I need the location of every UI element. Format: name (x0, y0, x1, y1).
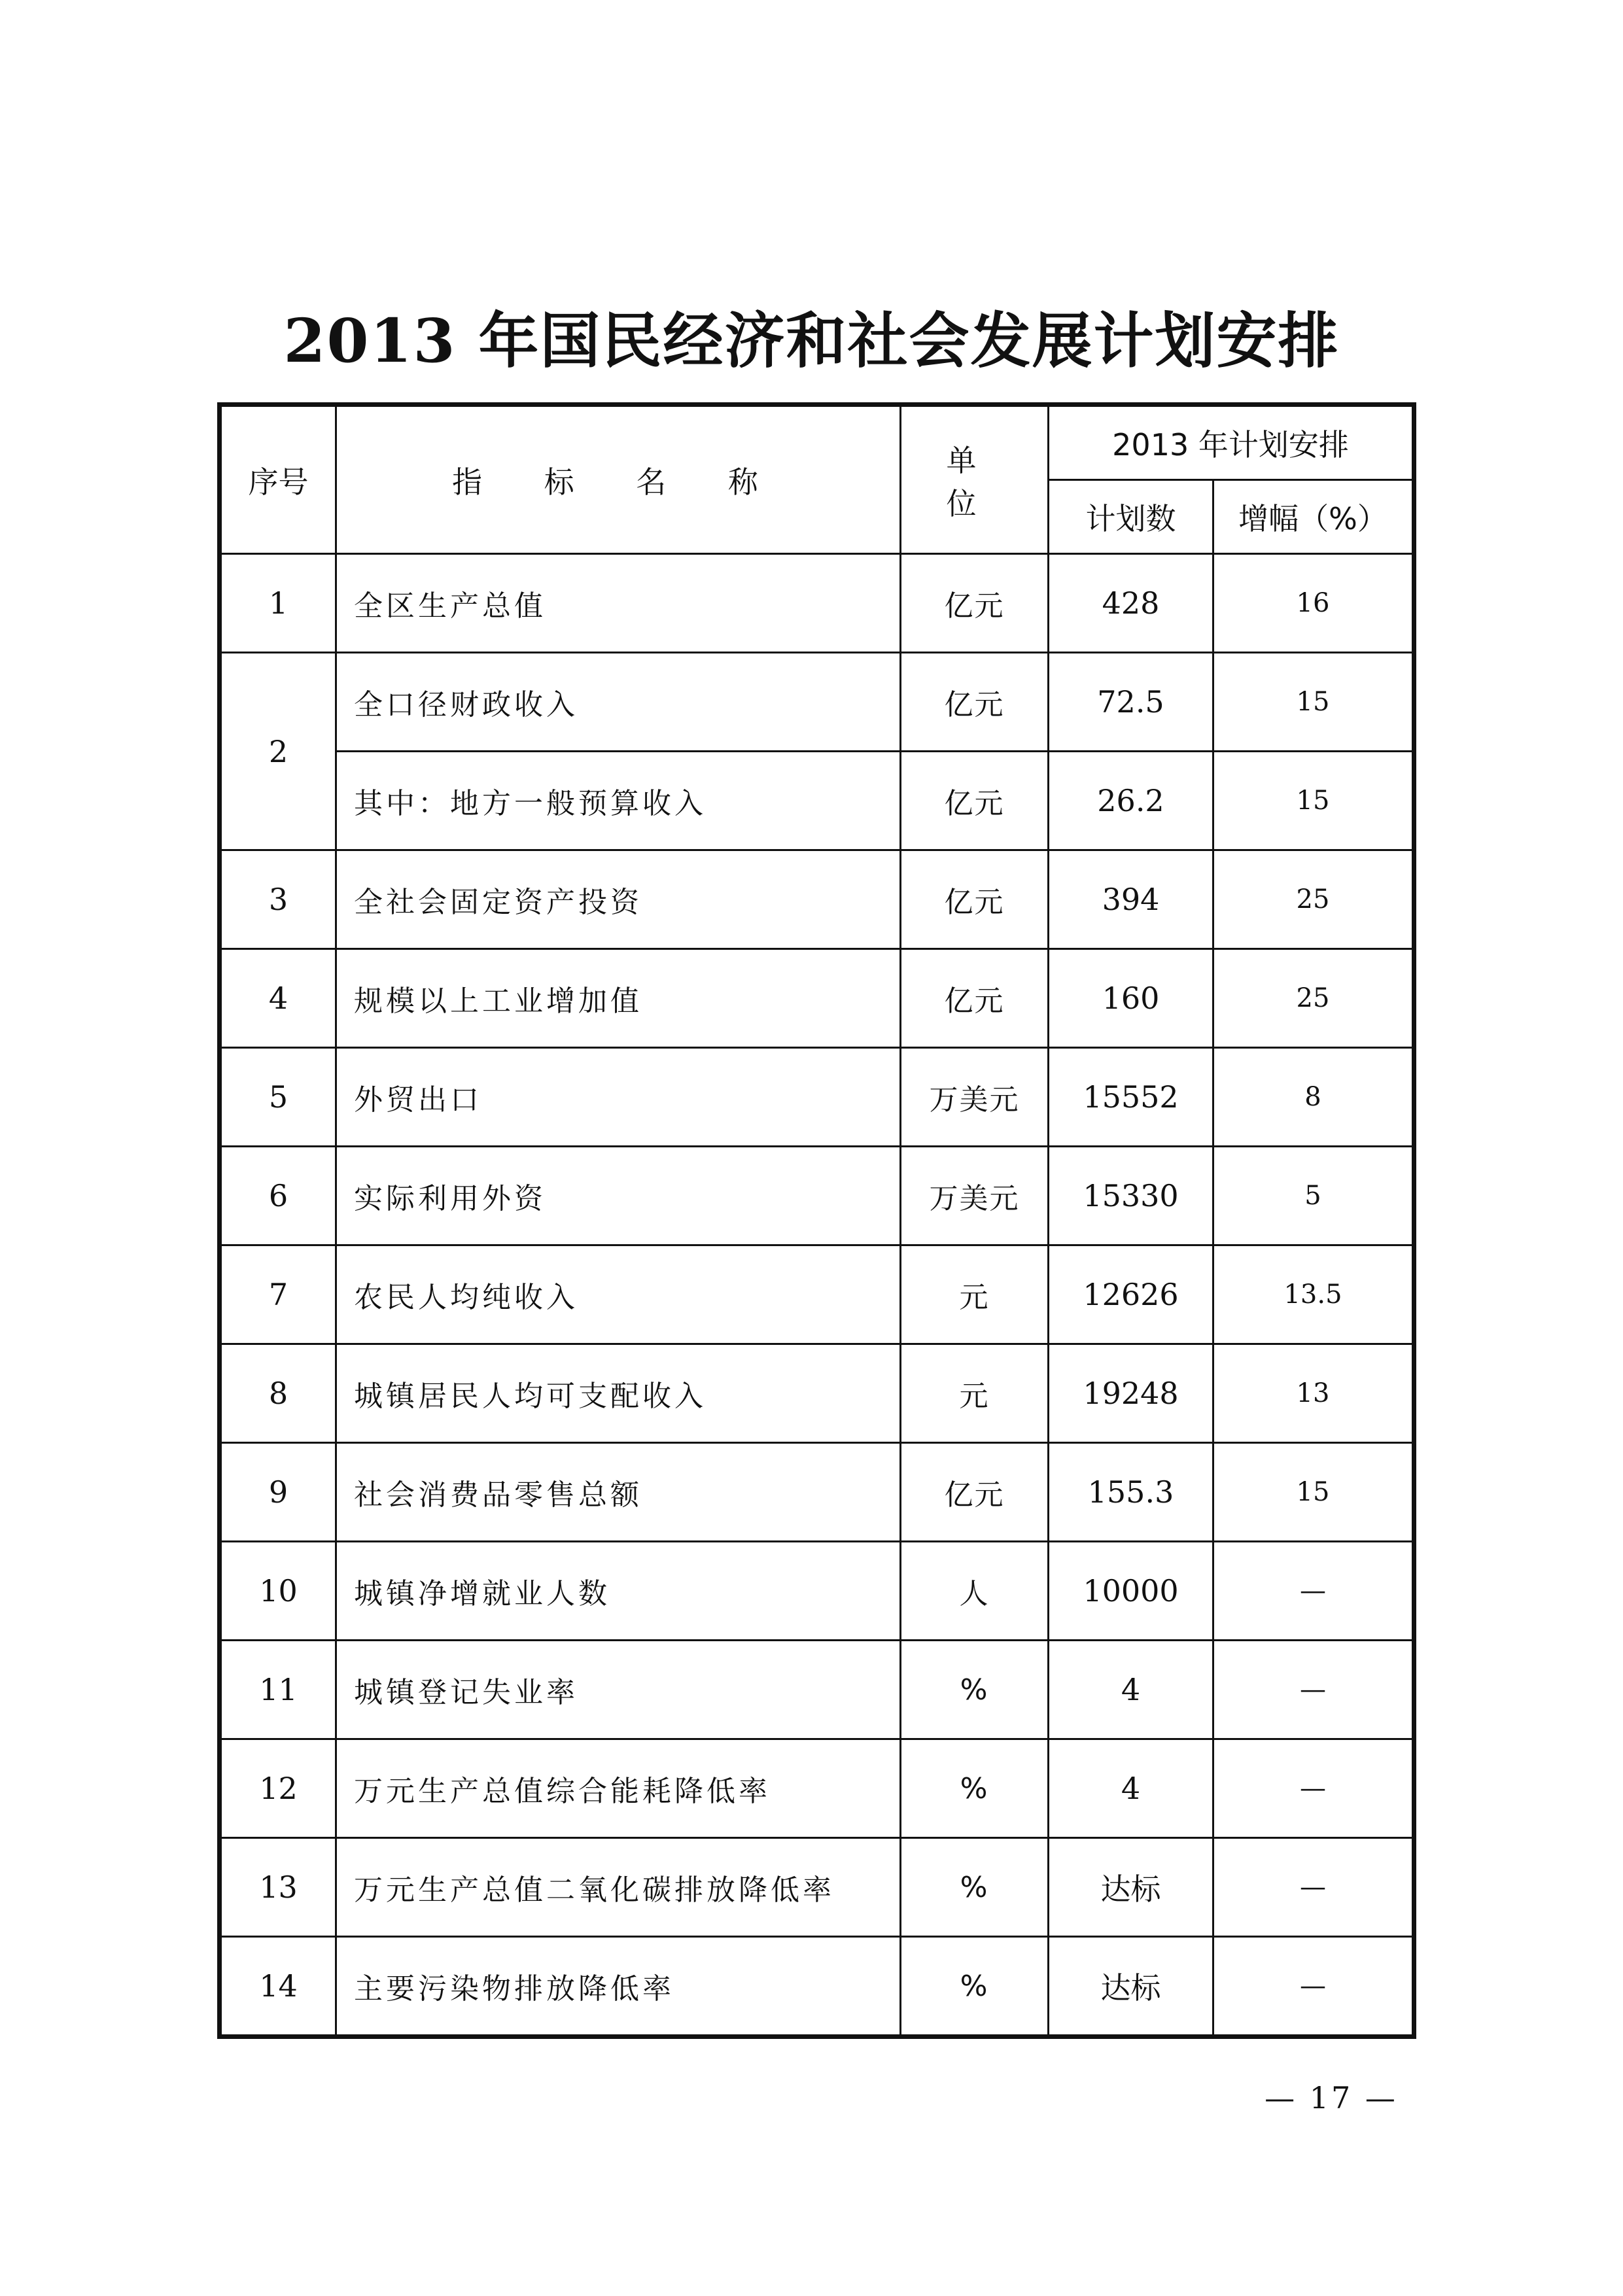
row-seq: 5 (220, 1048, 336, 1147)
row-plan: 428 (1049, 554, 1213, 653)
table-row (220, 949, 1414, 1048)
table-row (220, 1245, 1414, 1344)
table-row (220, 1838, 1414, 1937)
row-name: 社会消费品零售总额 (336, 1443, 901, 1542)
row-plan: 72.5 (1049, 653, 1213, 752)
row-unit: 亿元 (901, 554, 1049, 653)
row-plan: 26.2 (1049, 752, 1213, 850)
header-growth: 增幅（%） (1213, 480, 1414, 554)
row-name: 城镇净增就业人数 (336, 1542, 901, 1641)
row-seq: 8 (220, 1344, 336, 1443)
row-name: 外贸出口 (336, 1048, 901, 1147)
row-unit: 万美元 (901, 1048, 1049, 1147)
row-unit: % (901, 1641, 1049, 1739)
row-name: 城镇居民人均可支配收入 (336, 1344, 901, 1443)
table-row (220, 1937, 1414, 2037)
row-name: 主要污染物排放降低率 (336, 1937, 901, 2037)
table-row (220, 1542, 1414, 1641)
table-header-row (220, 405, 1414, 480)
row-seq: 13 (220, 1838, 336, 1937)
row-growth: 15 (1213, 752, 1414, 850)
row-name: 全区生产总值 (336, 554, 901, 653)
page-title: 2013 年国民经济和社会发展计划安排 (283, 305, 1340, 376)
row-unit: 元 (901, 1344, 1049, 1443)
table-row (220, 554, 1414, 653)
row-seq: 10 (220, 1542, 336, 1641)
row-growth: 16 (1213, 554, 1414, 653)
row-name: 全口径财政收入 (336, 653, 901, 752)
row-unit: 亿元 (901, 949, 1049, 1048)
table-row (220, 1739, 1414, 1838)
row-name: 万元生产总值二氧化碳排放降低率 (336, 1838, 901, 1937)
table-row (220, 1344, 1414, 1443)
row-seq: 7 (220, 1245, 336, 1344)
row-seq: 1 (220, 554, 336, 653)
row-plan: 4 (1049, 1739, 1213, 1838)
row-growth: 25 (1213, 949, 1414, 1048)
row-growth: 13.5 (1213, 1245, 1414, 1344)
row-seq: 11 (220, 1641, 336, 1739)
row-plan: 达标 (1049, 1937, 1213, 2037)
row-name: 万元生产总值综合能耗降低率 (336, 1739, 901, 1838)
table-row (220, 752, 1414, 850)
table-row (220, 653, 1414, 752)
row-name: 规模以上工业增加值 (336, 949, 901, 1048)
row-unit: 元 (901, 1245, 1049, 1344)
row-growth: 15 (1213, 653, 1414, 752)
table-row (220, 1641, 1414, 1739)
row-plan: 达标 (1049, 1838, 1213, 1937)
row-seq: 9 (220, 1443, 336, 1542)
row-plan: 10000 (1049, 1542, 1213, 1641)
row-growth: 15 (1213, 1443, 1414, 1542)
row-unit: 亿元 (901, 653, 1049, 752)
table-row (220, 1147, 1414, 1245)
row-unit: 人 (901, 1542, 1049, 1641)
row-name: 实际利用外资 (336, 1147, 901, 1245)
row-seq: 4 (220, 949, 336, 1048)
row-seq: 12 (220, 1739, 336, 1838)
row-growth: — (1213, 1641, 1414, 1739)
row-plan: 12626 (1049, 1245, 1213, 1344)
row-seq: 3 (220, 850, 336, 949)
row-unit: % (901, 1838, 1049, 1937)
row-name: 全社会固定资产投资 (336, 850, 901, 949)
table-row (220, 1048, 1414, 1147)
plan-table (217, 402, 1416, 2039)
row-unit: % (901, 1739, 1049, 1838)
page-number: — 17 — (1265, 2080, 1398, 2115)
row-unit: % (901, 1937, 1049, 2037)
row-name: 农民人均纯收入 (336, 1245, 901, 1344)
row-unit: 亿元 (901, 752, 1049, 850)
row-seq: 6 (220, 1147, 336, 1245)
header-plan-group: 2013 年计划安排 (1049, 405, 1414, 480)
row-growth: — (1213, 1739, 1414, 1838)
header-unit: 单 位 (901, 405, 1049, 554)
row-seq: 2 (220, 653, 336, 850)
row-name: 城镇登记失业率 (336, 1641, 901, 1739)
row-unit: 亿元 (901, 850, 1049, 949)
row-growth: 13 (1213, 1344, 1414, 1443)
row-plan: 15330 (1049, 1147, 1213, 1245)
row-plan: 4 (1049, 1641, 1213, 1739)
row-growth: — (1213, 1542, 1414, 1641)
row-growth: — (1213, 1937, 1414, 2037)
table-row (220, 1443, 1414, 1542)
row-plan: 19248 (1049, 1344, 1213, 1443)
header-plan: 计划数 (1049, 480, 1213, 554)
row-growth: 5 (1213, 1147, 1414, 1245)
row-unit: 亿元 (901, 1443, 1049, 1542)
row-name: 其中：地方一般预算收入 (336, 752, 901, 850)
row-unit: 万美元 (901, 1147, 1049, 1245)
row-growth: — (1213, 1838, 1414, 1937)
row-growth: 8 (1213, 1048, 1414, 1147)
header-seq: 序号 (220, 405, 336, 554)
row-plan: 160 (1049, 949, 1213, 1048)
row-plan: 394 (1049, 850, 1213, 949)
row-plan: 15552 (1049, 1048, 1213, 1147)
table-row (220, 850, 1414, 949)
row-growth: 25 (1213, 850, 1414, 949)
row-seq: 14 (220, 1937, 336, 2037)
header-name: 指 标 名 称 (336, 405, 901, 554)
row-plan: 155.3 (1049, 1443, 1213, 1542)
